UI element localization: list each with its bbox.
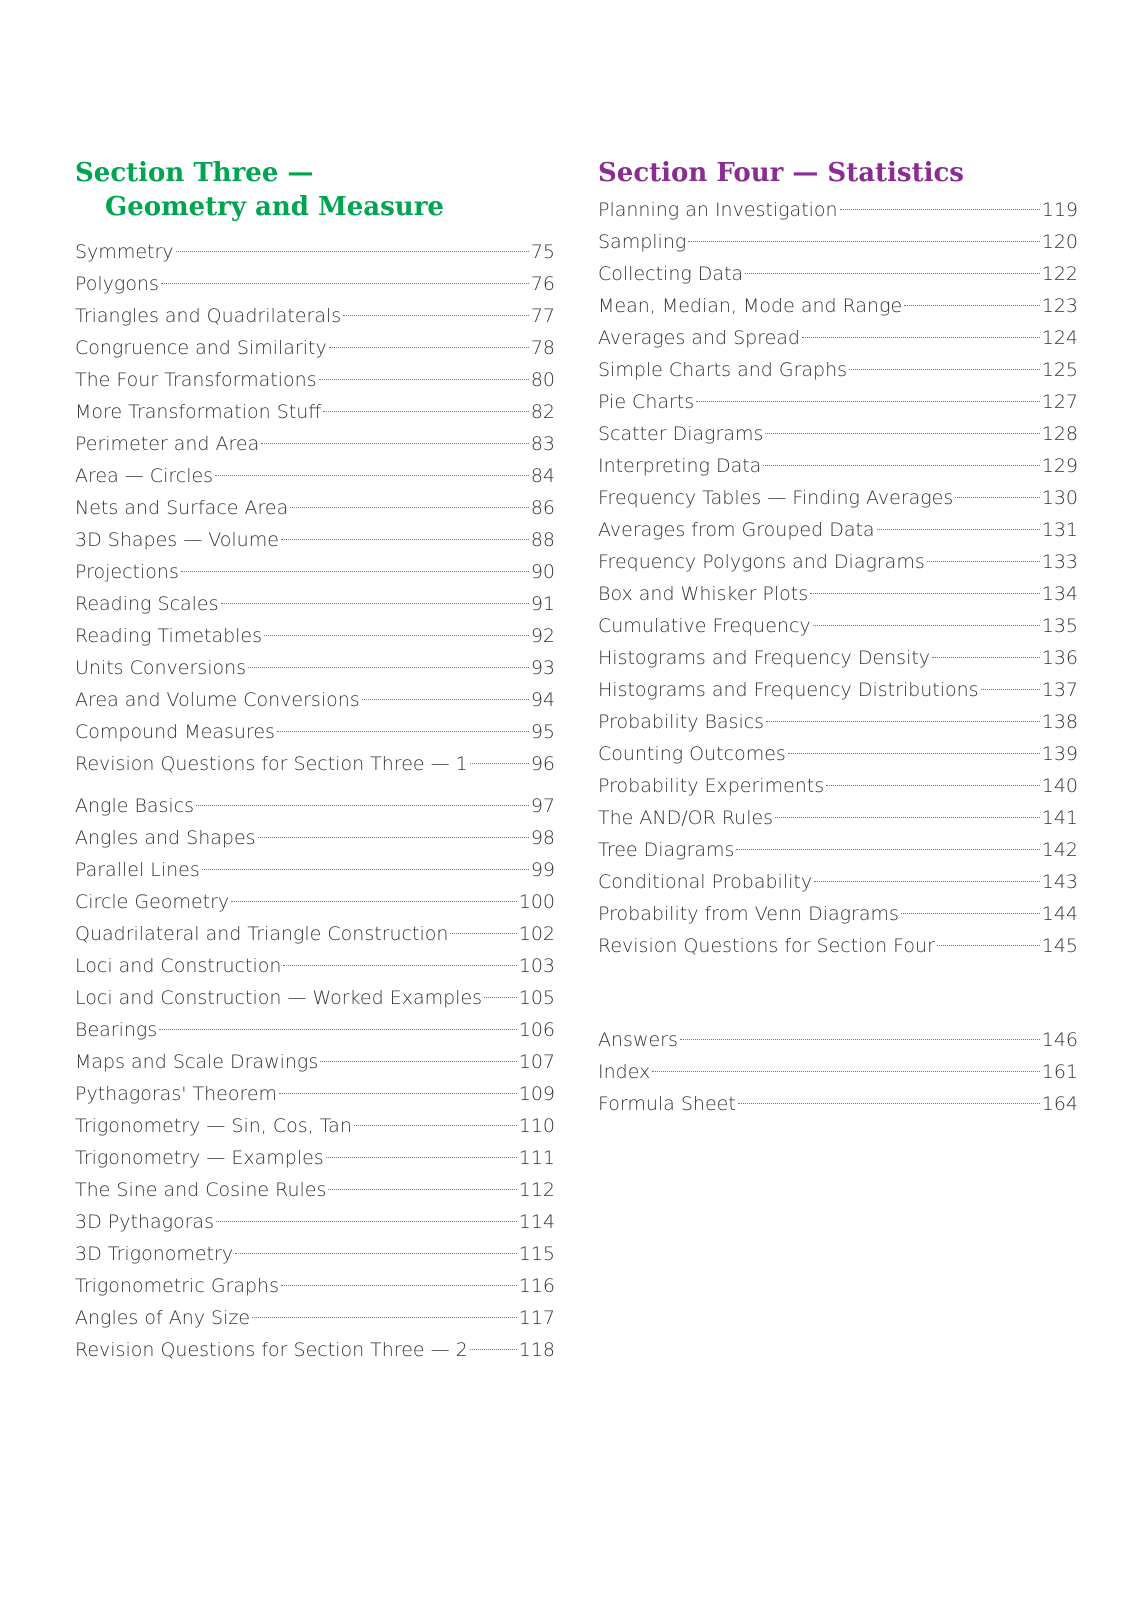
toc-entry-page: 94 <box>530 689 555 711</box>
dot-leader <box>196 805 529 806</box>
toc-entry-title: Probability Experiments <box>598 775 825 797</box>
toc-entry-page: 119 <box>1041 199 1078 221</box>
dot-leader <box>290 507 529 508</box>
toc-entry-page: 102 <box>518 923 555 945</box>
section-four-list-1 <box>598 194 1078 962</box>
toc-entry[interactable] <box>598 706 1078 738</box>
toc-entry[interactable] <box>598 1024 1078 1056</box>
dot-leader <box>696 401 1040 402</box>
dot-leader <box>927 561 1040 562</box>
dot-leader <box>279 1093 517 1094</box>
toc-entry-page: 96 <box>530 753 555 775</box>
dot-leader <box>231 901 517 902</box>
toc-entry[interactable] <box>598 354 1078 386</box>
toc-entry[interactable] <box>598 482 1078 514</box>
section-three-list-2 <box>75 790 555 1366</box>
toc-entry-page: 111 <box>518 1147 555 1169</box>
toc-entry-page: 80 <box>530 369 555 391</box>
toc-entry[interactable] <box>75 1110 555 1142</box>
toc-entry-title: Compound Measures <box>75 721 275 743</box>
toc-entry[interactable] <box>75 1142 555 1174</box>
dot-leader <box>252 1317 517 1318</box>
dot-leader <box>765 433 1039 434</box>
toc-entry-page: 107 <box>518 1051 555 1073</box>
toc-entry-page: 133 <box>1041 551 1078 573</box>
toc-entry-page: 128 <box>1041 423 1078 445</box>
toc-entry-title: 3D Shapes — Volume <box>75 529 279 551</box>
dot-leader <box>281 539 529 540</box>
toc-entry-title: 3D Trigonometry <box>75 1243 234 1265</box>
toc-entry[interactable] <box>598 514 1078 546</box>
dot-leader <box>849 369 1040 370</box>
toc-entry-title: The Sine and Cosine Rules <box>75 1179 327 1201</box>
toc-entry-title: Interpreting Data <box>598 455 762 477</box>
toc-entry[interactable] <box>598 1056 1078 1088</box>
toc-entry-title: Counting Outcomes <box>598 743 786 765</box>
toc-entry-title: Congruence and Similarity <box>75 337 327 359</box>
dot-leader <box>216 1221 517 1222</box>
toc-entry-page: 129 <box>1041 455 1078 477</box>
dot-leader <box>281 1285 517 1286</box>
toc-entry-page: 136 <box>1041 647 1078 669</box>
dot-leader <box>788 753 1040 754</box>
toc-entry-page: 137 <box>1041 679 1078 701</box>
toc-entry-title: Reading Scales <box>75 593 219 615</box>
section-three-list-1 <box>75 236 555 780</box>
toc-entry-title: Circle Geometry <box>75 891 230 913</box>
toc-entry[interactable] <box>75 982 555 1014</box>
toc-entry[interactable] <box>75 684 555 716</box>
toc-entry-title: Scatter Diagrams <box>598 423 764 445</box>
toc-entry[interactable] <box>75 790 555 822</box>
toc-entry[interactable] <box>75 428 555 460</box>
toc-entry[interactable] <box>75 1078 555 1110</box>
toc-entry-page: 109 <box>518 1083 555 1105</box>
toc-entry[interactable] <box>75 492 555 524</box>
toc-entry-page: 124 <box>1041 327 1078 349</box>
toc-entry-title: Answers <box>598 1029 678 1051</box>
toc-entry[interactable] <box>598 226 1078 258</box>
toc-entry-title: Angle Basics <box>75 795 195 817</box>
toc-entry-title: Angles of Any Size <box>75 1307 251 1329</box>
toc-entry-page: 77 <box>530 305 555 327</box>
toc-entry-page: 86 <box>530 497 555 519</box>
toc-entry[interactable] <box>598 898 1078 930</box>
toc-entry-page: 122 <box>1041 263 1078 285</box>
toc-entry-title: Histograms and Frequency Density <box>598 647 931 669</box>
toc-entry-page: 90 <box>530 561 555 583</box>
dot-leader <box>680 1039 1040 1040</box>
toc-entry-title: Sampling <box>598 231 687 253</box>
toc-entry-page: 91 <box>530 593 555 615</box>
toc-entry-page: 99 <box>530 859 555 881</box>
dot-leader <box>470 1349 517 1350</box>
toc-entry-page: 140 <box>1041 775 1078 797</box>
toc-entry-page: 118 <box>518 1339 555 1361</box>
toc-entry-title: Formula Sheet <box>598 1093 736 1115</box>
toc-entry-title: Tree Diagrams <box>598 839 735 861</box>
toc-entry[interactable] <box>75 1238 555 1270</box>
dot-leader <box>161 283 529 284</box>
dot-leader <box>283 965 516 966</box>
toc-entry-title: The AND/OR Rules <box>598 807 774 829</box>
toc-entry-page: 76 <box>530 273 555 295</box>
dot-leader <box>264 635 529 636</box>
dot-leader <box>877 529 1040 530</box>
toc-entry-title: Loci and Construction <box>75 955 282 977</box>
toc-entry-title: Collecting Data <box>598 263 744 285</box>
toc-entry-title: Symmetry <box>75 241 174 263</box>
dot-leader <box>810 593 1040 594</box>
toc-entry-title: Revision Questions for Section Three — 1 <box>75 753 468 775</box>
toc-entry-page: 143 <box>1041 871 1078 893</box>
toc-entry-title: Quadrilateral and Triangle Construction <box>75 923 449 945</box>
toc-entry[interactable] <box>75 1302 555 1334</box>
toc-entry-page: 106 <box>518 1019 555 1041</box>
toc-entry[interactable] <box>598 578 1078 610</box>
toc-entry-page: 75 <box>530 241 555 263</box>
dot-leader <box>248 667 529 668</box>
dot-leader <box>362 699 529 700</box>
toc-entry[interactable] <box>598 610 1078 642</box>
toc-entry-page: 83 <box>530 433 555 455</box>
dot-leader <box>775 817 1040 818</box>
back-matter-list <box>598 1024 1078 1120</box>
toc-entry-title: Averages and Spread <box>598 327 800 349</box>
toc-entry-title: Units Conversions <box>75 657 247 679</box>
toc-entry-page: 95 <box>530 721 555 743</box>
toc-entry-title: Trigonometry — Sin, Cos, Tan <box>75 1115 352 1137</box>
toc-entry-page: 105 <box>518 987 555 1009</box>
toc-entry[interactable] <box>75 716 555 748</box>
toc-entry-page: 146 <box>1041 1029 1078 1051</box>
toc-entry-page: 141 <box>1041 807 1078 829</box>
dot-leader <box>159 1029 517 1030</box>
toc-entry[interactable] <box>75 332 555 364</box>
toc-entry-page: 164 <box>1041 1093 1078 1115</box>
toc-entry[interactable] <box>75 1014 555 1046</box>
dot-leader <box>450 933 516 934</box>
dot-leader <box>202 869 529 870</box>
dot-leader <box>901 913 1040 914</box>
dot-leader <box>176 251 529 252</box>
toc-entry-title: Conditional Probability <box>598 871 813 893</box>
toc-entry-title: Parallel Lines <box>75 859 200 881</box>
toc-entry[interactable] <box>75 620 555 652</box>
toc-entry-page: 93 <box>530 657 555 679</box>
toc-entry-title: Nets and Surface Area <box>75 497 289 519</box>
dot-leader <box>766 721 1040 722</box>
dot-leader <box>981 689 1040 690</box>
toc-entry[interactable] <box>598 290 1078 322</box>
toc-entry[interactable] <box>75 950 555 982</box>
toc-entry-page: 135 <box>1041 615 1078 637</box>
toc-entry[interactable] <box>75 268 555 300</box>
toc-entry[interactable] <box>598 194 1078 226</box>
toc-entry[interactable] <box>75 918 555 950</box>
toc-entry[interactable] <box>75 236 555 268</box>
dot-leader <box>688 241 1039 242</box>
toc-entry-page: 103 <box>518 955 555 977</box>
toc-entry-title: The Four Transformations <box>75 369 317 391</box>
toc-entry-page: 145 <box>1041 935 1078 957</box>
toc-entry-page: 110 <box>518 1115 555 1137</box>
toc-entry-title: Trigonometric Graphs <box>75 1275 279 1297</box>
toc-entry[interactable] <box>75 588 555 620</box>
toc-entry-title: Area — Circles <box>75 465 214 487</box>
dot-leader <box>763 465 1039 466</box>
dot-leader <box>319 379 529 380</box>
dot-leader <box>329 347 529 348</box>
toc-entry-page: 114 <box>518 1211 555 1233</box>
toc-entry[interactable] <box>75 396 555 428</box>
toc-entry-title: Mean, Median, Mode and Range <box>598 295 903 317</box>
toc-entry-title: Simple Charts and Graphs <box>598 359 848 381</box>
dot-leader <box>826 785 1040 786</box>
dot-leader <box>181 571 529 572</box>
toc-entry-page: 98 <box>530 827 555 849</box>
toc-entry[interactable] <box>598 546 1078 578</box>
toc-entry-title: Loci and Construction — Worked Examples <box>75 987 483 1009</box>
section-three-title-line1: Section Three — <box>75 158 314 188</box>
dot-leader <box>652 1071 1039 1072</box>
section-four-column <box>598 156 1078 1120</box>
toc-entry-title: Histograms and Frequency Distributions <box>598 679 979 701</box>
toc-entry-title: Projections <box>75 561 179 583</box>
toc-entry[interactable] <box>598 930 1078 962</box>
dot-leader <box>261 443 529 444</box>
toc-entry-page: 92 <box>530 625 555 647</box>
dot-leader <box>323 411 528 412</box>
toc-entry[interactable] <box>598 1088 1078 1120</box>
toc-entry-title: Bearings <box>75 1019 158 1041</box>
toc-entry-title: Triangles and Quadrilaterals <box>75 305 342 327</box>
toc-entry-page: 97 <box>530 795 555 817</box>
dot-leader <box>738 1103 1040 1104</box>
toc-entry-page: 120 <box>1041 231 1078 253</box>
dot-leader <box>484 997 517 998</box>
toc-entry-title: Probability Basics <box>598 711 765 733</box>
toc-entry[interactable] <box>75 1334 555 1366</box>
toc-entry-title: Averages from Grouped Data <box>598 519 875 541</box>
toc-entry-page: 112 <box>518 1179 555 1201</box>
toc-entry[interactable] <box>598 418 1078 450</box>
toc-entry-page: 144 <box>1041 903 1078 925</box>
toc-entry[interactable] <box>598 322 1078 354</box>
toc-entry[interactable] <box>75 1046 555 1078</box>
section-three-title-line2: Geometry and Measure <box>105 192 444 222</box>
dot-leader <box>215 475 529 476</box>
toc-entry-title: Polygons <box>75 273 159 295</box>
dot-leader <box>955 497 1039 498</box>
dot-leader <box>320 1061 517 1062</box>
toc-entry[interactable] <box>75 1174 555 1206</box>
dot-leader <box>343 315 529 316</box>
toc-entry-page: 161 <box>1041 1061 1078 1083</box>
toc-entry-page: 115 <box>518 1243 555 1265</box>
toc-entry-page: 139 <box>1041 743 1078 765</box>
toc-entry-title: Pythagoras' Theorem <box>75 1083 278 1105</box>
section-four-heading: Section Four — Statistics <box>598 158 964 188</box>
dot-leader <box>258 837 529 838</box>
toc-entry-page: 117 <box>518 1307 555 1329</box>
toc-entry-title: Frequency Polygons and Diagrams <box>598 551 925 573</box>
toc-entry[interactable] <box>75 460 555 492</box>
dot-leader <box>745 273 1040 274</box>
toc-entry[interactable] <box>75 1270 555 1302</box>
toc-entry[interactable] <box>75 822 555 854</box>
dot-leader <box>814 881 1040 882</box>
toc-entry[interactable] <box>598 386 1078 418</box>
toc-entry-title: Frequency Tables — Finding Averages <box>598 487 954 509</box>
toc-entry-title: Box and Whisker Plots <box>598 583 809 605</box>
toc-entry-title: 3D Pythagoras <box>75 1211 214 1233</box>
dot-leader <box>932 657 1040 658</box>
toc-entry[interactable] <box>598 642 1078 674</box>
toc-entry[interactable] <box>598 258 1078 290</box>
dot-leader <box>840 209 1040 210</box>
toc-entry-page: 116 <box>518 1275 555 1297</box>
toc-entry-title: Reading Timetables <box>75 625 263 647</box>
toc-entry-page: 134 <box>1041 583 1078 605</box>
toc-entry[interactable] <box>75 524 555 556</box>
section-three-column <box>75 156 555 1366</box>
dot-leader <box>277 731 529 732</box>
dot-leader <box>470 763 529 764</box>
dot-leader <box>354 1125 517 1126</box>
toc-entry[interactable] <box>75 886 555 918</box>
dot-leader <box>221 603 529 604</box>
toc-entry-title: Pie Charts <box>598 391 695 413</box>
toc-entry[interactable] <box>75 300 555 332</box>
toc-entry[interactable] <box>75 364 555 396</box>
toc-entry[interactable] <box>598 450 1078 482</box>
toc-entry-title: Probability from Venn Diagrams <box>598 903 899 925</box>
dot-leader <box>813 625 1040 626</box>
toc-entry-page: 84 <box>530 465 555 487</box>
toc-entry-page: 142 <box>1041 839 1078 861</box>
dot-leader <box>736 849 1039 850</box>
toc-entry-title: Angles and Shapes <box>75 827 256 849</box>
toc-entry-title: Planning an Investigation <box>598 199 838 221</box>
toc-entry-page: 131 <box>1041 519 1078 541</box>
dot-leader <box>328 1189 516 1190</box>
toc-entry-page: 130 <box>1041 487 1078 509</box>
dot-leader <box>937 945 1040 946</box>
toc-entry-title: Index <box>598 1061 651 1083</box>
toc-entry-title: More Transformation Stuff <box>75 401 322 423</box>
toc-entry-title: Revision Questions for Section Three — 2 <box>75 1339 468 1361</box>
toc-entry-title: Trigonometry — Examples <box>75 1147 324 1169</box>
dot-leader <box>235 1253 517 1254</box>
toc-entry-page: 82 <box>530 401 555 423</box>
toc-entry[interactable] <box>598 738 1078 770</box>
toc-entry-page: 100 <box>518 891 555 913</box>
toc-entry-page: 78 <box>530 337 555 359</box>
toc-entry-title: Revision Questions for Section Four <box>598 935 935 957</box>
toc-entry[interactable] <box>75 854 555 886</box>
toc-entry-title: Maps and Scale Drawings <box>75 1051 319 1073</box>
toc-entry[interactable] <box>598 834 1078 866</box>
toc-entry-page: 88 <box>530 529 555 551</box>
toc-entry[interactable] <box>75 1206 555 1238</box>
toc-entry[interactable] <box>598 770 1078 802</box>
toc-entry[interactable] <box>598 674 1078 706</box>
toc-entry-title: Perimeter and Area <box>75 433 260 455</box>
dot-leader <box>904 305 1040 306</box>
section-three-heading <box>75 156 555 224</box>
toc-entry-title: Cumulative Frequency <box>598 615 811 637</box>
toc-entry[interactable] <box>75 556 555 588</box>
toc-entry[interactable] <box>75 652 555 684</box>
toc-entry[interactable] <box>598 802 1078 834</box>
dot-leader <box>802 337 1040 338</box>
toc-entry-page: 125 <box>1041 359 1078 381</box>
toc-entry-page: 123 <box>1041 295 1078 317</box>
toc-entry[interactable] <box>75 748 555 780</box>
dot-leader <box>326 1157 517 1158</box>
toc-entry[interactable] <box>598 866 1078 898</box>
toc-entry-page: 138 <box>1041 711 1078 733</box>
toc-entry-page: 127 <box>1041 391 1078 413</box>
toc-entry-title: Area and Volume Conversions <box>75 689 360 711</box>
